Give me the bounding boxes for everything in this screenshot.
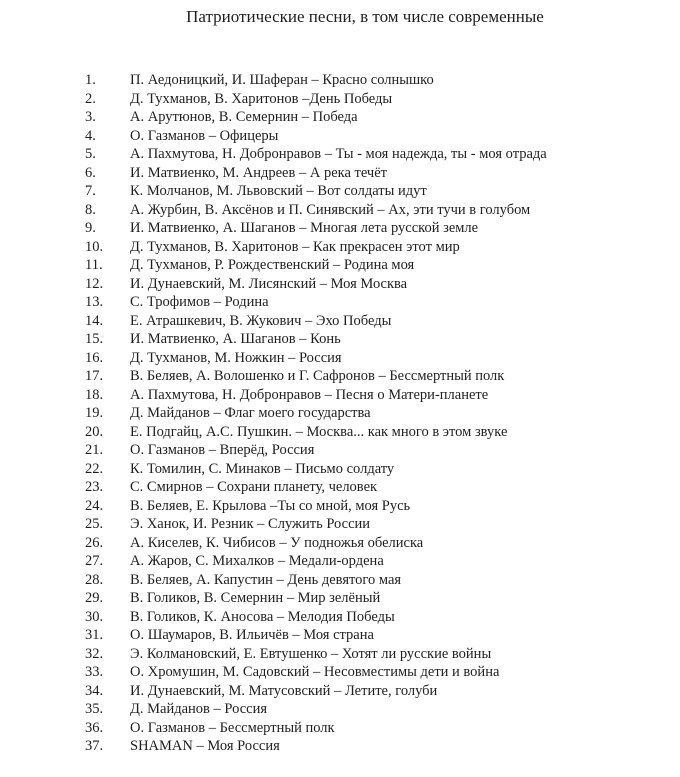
list-item (0, 534, 680, 553)
list-item (0, 460, 680, 479)
list-item-number: 16. (85, 349, 104, 366)
list-item-text: А. Журбин, В. Аксёнов и П. Синявский – Ах, эти тучи в голубом (130, 201, 531, 218)
list-item (0, 515, 680, 534)
list-item (0, 71, 680, 90)
list-item (0, 478, 680, 497)
list-item-text: Д. Майданов – Россия (130, 701, 268, 717)
list-item-text: А. Киселев, К. Чибисов – У подножья обелиска (130, 534, 424, 551)
list-item (0, 182, 680, 201)
list-item (0, 386, 680, 405)
page-title: Патриотические песни, в том числе современные (186, 7, 544, 26)
list-item-text: П. Аедоницкий, И. Шаферан – Красно солнышко (130, 72, 434, 88)
list-item-text: В. Беляев, А. Капустин – День девятого мая (130, 571, 402, 588)
list-item-number: 17. (85, 368, 104, 384)
list-item-number: 2. (85, 90, 96, 107)
list-item (0, 441, 680, 460)
list-item (0, 423, 680, 442)
list-item-number: 28. (85, 571, 104, 588)
list-item-text: Д. Тухманов, В. Харитонов –День Победы (130, 90, 393, 107)
list-item-text: И. Матвиенко, А. Шаганов – Многая лета русской земле (130, 220, 479, 236)
list-item-number: 8. (85, 201, 96, 218)
list-item-number: 30. (85, 608, 104, 625)
list-item-number: 31. (85, 627, 104, 643)
list-item (0, 737, 680, 756)
list-item-number: 25. (85, 516, 104, 532)
list-item (0, 497, 680, 516)
list-item-number: 19. (85, 405, 104, 421)
song-list (0, 71, 680, 756)
list-item (0, 663, 680, 682)
list-item-number: 24. (85, 497, 104, 514)
list-item (0, 552, 680, 571)
list-item-text: О. Газманов – Офицеры (130, 127, 279, 144)
list-item-number: 12. (85, 275, 104, 292)
list-item (0, 238, 680, 257)
list-item-number: 14. (85, 312, 104, 329)
list-item-text: И. Матвиенко, М. Андреев – А река течёт (130, 164, 387, 181)
list-item-number: 36. (85, 719, 104, 736)
list-item-number: 27. (85, 553, 104, 569)
list-item-number: 10. (85, 238, 104, 255)
list-item (0, 719, 680, 738)
list-item-number: 29. (85, 590, 104, 606)
list-item (0, 90, 680, 109)
list-item-text: Д. Майданов – Флаг моего государства (130, 405, 371, 421)
list-item (0, 145, 680, 164)
list-item-number: 32. (85, 645, 104, 662)
list-item (0, 645, 680, 664)
list-item-text: К. Молчанов, М. Львовский – Вот солдаты идут (130, 183, 427, 199)
list-item-number: 33. (85, 664, 104, 680)
list-item-text: Д. Тухманов, В. Харитонов – Как прекрасен этот мир (130, 238, 460, 255)
list-item-number: 26. (85, 534, 104, 551)
list-item-number: 22. (85, 460, 104, 477)
list-item-text: Э. Колмановский, Е. Евтушенко – Хотят ли русские войны (130, 645, 492, 662)
list-item-text: Е. Подгайц, А.С. Пушкин. – Москва... как много в этом звуке (130, 423, 508, 440)
list-item-number: 13. (85, 294, 104, 310)
list-item-number: 37. (85, 738, 104, 754)
list-item-number: 4. (85, 127, 96, 144)
list-item-number: 34. (85, 682, 104, 699)
list-item (0, 349, 680, 368)
list-item (0, 571, 680, 590)
list-item (0, 201, 680, 220)
list-item-text: В. Беляев, Е. Крылова –Ты со мной, моя Русь (130, 497, 411, 514)
list-item-number: 18. (85, 386, 104, 403)
list-item (0, 589, 680, 608)
list-item (0, 108, 680, 127)
list-item (0, 293, 680, 312)
list-item-number: 11. (85, 257, 103, 273)
list-item-text: Д. Тухманов, Р. Рождественский – Родина моя (130, 257, 415, 273)
list-item-number: 23. (85, 479, 104, 495)
list-item-number: 20. (85, 423, 104, 440)
list-item-text: А. Пахмутова, Н. Добронравов – Ты - моя надежда, ты - моя отрада (130, 146, 547, 162)
list-item (0, 367, 680, 386)
list-item-text: В. Голиков, К. Аносова – Мелодия Победы (130, 608, 395, 625)
list-item (0, 700, 680, 719)
list-item (0, 682, 680, 701)
list-item-text: Е. Атрашкевич, В. Жукович – Эхо Победы (130, 312, 392, 329)
list-item-text: Д. Тухманов, М. Ножкин – Россия (130, 349, 342, 366)
list-item-number: 3. (85, 109, 96, 125)
list-item-number: 9. (85, 220, 96, 236)
list-item-text: SHAMAN – Моя Россия (130, 738, 280, 754)
list-item (0, 256, 680, 275)
list-item-number: 35. (85, 701, 104, 717)
list-item-text: И. Матвиенко, А. Шаганов – Конь (130, 331, 341, 347)
list-item-number: 6. (85, 164, 96, 181)
list-item-text: А. Пахмутова, Н. Добронравов – Песня о Матери-планете (130, 386, 489, 403)
list-item-text: А. Жаров, С. Михалков – Медали-ордена (130, 553, 384, 569)
list-item-number: 7. (85, 183, 96, 199)
list-item-text: В. Беляев, А. Волошенко и Г. Сафронов – Бессмертный полк (130, 368, 505, 384)
list-item (0, 330, 680, 349)
list-item (0, 608, 680, 627)
list-item-number: 5. (85, 146, 96, 162)
list-item (0, 312, 680, 331)
list-item (0, 164, 680, 183)
list-item-text: О. Хромушин, М. Садовский – Несовместимы дети и война (130, 664, 500, 680)
list-item-text: С. Трофимов – Родина (130, 294, 269, 310)
list-item-number: 1. (85, 72, 96, 88)
list-item (0, 626, 680, 645)
list-item-text: С. Смирнов – Сохрани планету, человек (130, 479, 378, 495)
list-item-text: А. Арутюнов, В. Семернин – Победа (130, 109, 358, 125)
list-item (0, 404, 680, 423)
list-item-text: И. Дунаевский, М. Матусовский – Летите, голуби (130, 682, 438, 699)
list-item-text: О. Газманов – Бессмертный полк (130, 719, 335, 736)
list-item-text: К. Томилин, С. Минаков – Письмо солдату (130, 460, 395, 477)
list-item-text: И. Дунаевский, М. Лисянский – Моя Москва (130, 275, 408, 292)
list-item-text: О. Шаумаров, В. Ильичёв – Моя страна (130, 627, 374, 643)
list-item (0, 219, 680, 238)
list-item-number: 21. (85, 442, 104, 458)
list-item-text: Э. Ханок, И. Резник – Служить России (130, 516, 371, 532)
list-item-number: 15. (85, 331, 104, 347)
list-item-text: В. Голиков, В. Семернин – Мир зелёный (130, 590, 381, 606)
list-item (0, 275, 680, 294)
list-item (0, 127, 680, 146)
list-item-text: О. Газманов – Вперёд, Россия (130, 442, 315, 458)
